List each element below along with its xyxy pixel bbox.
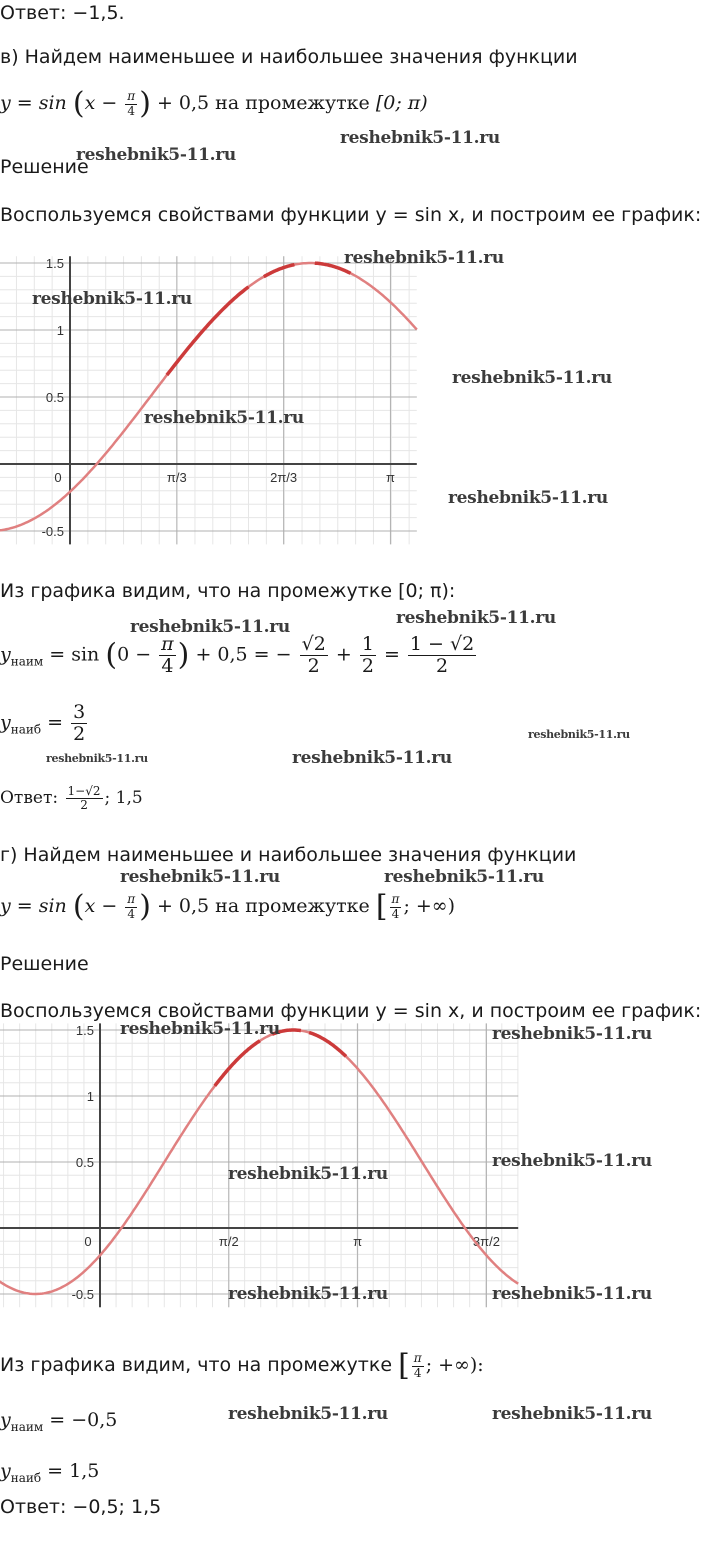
solution-label-g: Решение [0,953,89,975]
watermark: reshebnik5-11.ru [492,1404,652,1424]
watermark: reshebnik5-11.ru [396,608,556,628]
y-tick-label: 0.5 [75,1155,94,1170]
heading-v: в) Найдем наименьшее и наибольшее значения функции [0,46,578,68]
ymax-v: $y_{наиб}$ = $\frac{3}{2}$ [0,701,86,745]
watermark: reshebnik5-11.ru [228,1284,388,1304]
watermark: reshebnik5-11.ru [492,1151,652,1171]
y-tick-label: -0.5 [41,524,64,539]
chart-v [0,240,500,560]
ymax-g: $y_{наиб} = 1,5$ [0,1460,100,1485]
x-tick-label: π [353,1234,363,1249]
x-tick-label: π/3 [166,470,187,485]
use-props-g: Воспользуемся свойствами функции y = sin x, и построим ее график: [0,1000,701,1022]
watermark: reshebnik5-11.ru [492,1284,652,1304]
answer-v: Ответ: $\frac{1-√2}{2}$ ; 1,5 [0,784,143,813]
ymin-g: $y_{наим} = -0,5$ [0,1409,118,1434]
y-tick-label: 1 [56,323,64,338]
y-tick-label: 1.5 [75,1023,94,1038]
watermark: reshebnik5-11.ru [130,617,290,637]
heading-g: г) Найдем наименьшее и наибольшее значения функции [0,844,577,866]
watermark: reshebnik5-11.ru [120,867,280,887]
watermark: reshebnik5-11.ru [492,1024,652,1044]
x-tick-label: 2π/3 [270,470,298,485]
x-tick-label: π [385,470,395,485]
curve-highlight [264,265,295,277]
pi-over-4: $\frac{\pi}{4}$ [127,89,136,118]
ymin-v: $y_{наим} = \sin (0$ − $\frac{\pi}{4}$ ) + 0,5 = − $\frac{√2}{2}$ + $\frac{1}{2}$ = $\frac{1 - √2}{2}$ [0,633,475,677]
use-props-v: Воспользуемся свойствами функции y = sin x, и построим ее график: [0,204,701,226]
watermark: reshebnik5-11.ru [228,1164,388,1184]
watermark: reshebnik5-11.ru [32,289,192,309]
watermark: reshebnik5-11.ru [344,248,504,268]
x-tick-label: 3π/2 [472,1234,500,1249]
curve-highlight [215,1041,260,1086]
watermark: reshebnik5-11.ru [120,1019,280,1039]
solution-label-v: Решение [0,156,89,178]
function-v: y = sin (x − $\frac{\pi}{4}$ ) + 0,5 на промежутке [0; π) [0,86,428,121]
from-graph-g: Из графика видим, что на промежутке [ $\frac{\pi}{4}$ ; +∞): [0,1348,484,1383]
watermark: reshebnik5-11.ru [144,408,304,428]
x-tick-label: 0 [54,470,62,485]
func-inner: x − [84,92,118,114]
watermark: reshebnik5-11.ru [46,752,148,765]
y-tick-label: -0.5 [71,1287,94,1302]
answer-previous: Ответ: −1,5. [0,2,125,24]
x-tick-label: π/2 [218,1234,239,1249]
y-tick-label: 0.5 [45,390,64,405]
watermark: reshebnik5-11.ru [452,368,612,388]
watermark: reshebnik5-11.ru [76,145,236,165]
function-g: y = sin (x − $\frac{\pi}{4}$ ) + 0,5 на промежутке [ $\frac{\pi}{4}$ ; +∞) [0,889,456,924]
answer-g: Ответ: −0,5; 1,5 [0,1496,162,1518]
x-tick-label: 0 [84,1234,92,1249]
watermark: reshebnik5-11.ru [384,867,544,887]
func-tail: + 0,5 на промежутке [156,92,370,114]
watermark: reshebnik5-11.ru [292,748,452,768]
watermark: reshebnik5-11.ru [340,128,500,148]
watermark: reshebnik5-11.ru [528,728,630,741]
y-tick-label: 1 [86,1089,94,1104]
watermark: reshebnik5-11.ru [448,488,608,508]
curve-highlight [309,1033,346,1057]
y-tick-label: 1.5 [45,256,64,271]
watermark: reshebnik5-11.ru [228,1404,388,1424]
interval-v: [0; π) [375,92,428,114]
from-graph-v: Из графика видим, что на промежутке [0; π): [0,580,456,602]
func-lhs: y = sin [0,92,67,114]
